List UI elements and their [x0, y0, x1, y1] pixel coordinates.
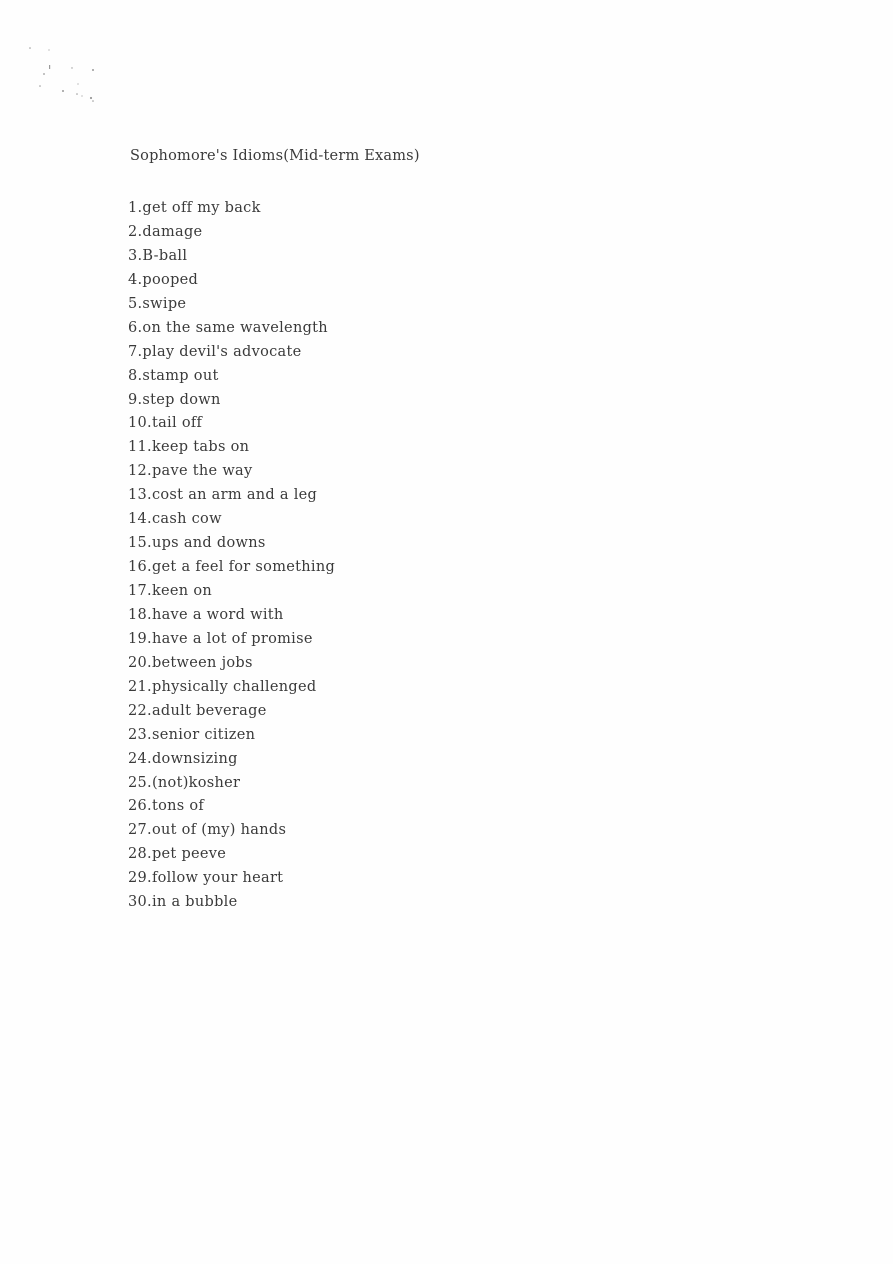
list-item: 21.physically challenged	[128, 678, 317, 695]
list-item: 6.on the same wavelength	[128, 319, 328, 336]
list-item: 12.pave the way	[128, 463, 253, 480]
list-item: 28.pet peeve	[128, 846, 227, 863]
list-item: 13.cost an arm and a leg	[128, 487, 318, 504]
list-item: 29.follow your heart	[128, 870, 284, 887]
list-item: 14.cash cow	[128, 511, 222, 528]
list-item: 11.keep tabs on	[128, 439, 250, 456]
document-title: Sophomore's Idioms(Mid-term Exams)	[130, 148, 420, 164]
list-item: 17.keen on	[128, 583, 213, 599]
list-item: 9.step down	[128, 391, 221, 408]
list-item: 20.between jobs	[128, 654, 253, 671]
list-item: 16.get a feel for something	[128, 559, 336, 576]
list-item: 4.pooped	[128, 271, 199, 288]
list-item: 1.get off my back	[128, 200, 261, 216]
list-item: 24.downsizing	[128, 750, 238, 767]
list-item: 3.B-ball	[128, 247, 188, 264]
list-item: 5.swipe	[128, 295, 187, 312]
list-item: 25.(not)kosher	[128, 774, 241, 791]
list-item: 30.in a bubble	[128, 894, 238, 911]
list-item: 7.play devil's advocate	[128, 343, 302, 360]
list-item: 10.tail off	[128, 415, 203, 432]
list-item: 8.stamp out	[128, 367, 219, 384]
list-item: 18.have a word with	[128, 606, 284, 623]
list-item: 19.have a lot of promise	[128, 630, 313, 647]
list-item: 15.ups and downs	[128, 535, 266, 552]
list-item: 27.out of (my) hands	[128, 822, 287, 839]
idiom-list	[128, 197, 335, 915]
list-item: 23.senior citizen	[128, 726, 256, 743]
scan-speck-marks	[22, 40, 112, 110]
list-item: 26.tons of	[128, 798, 205, 815]
list-item: 22.adult beverage	[128, 702, 267, 719]
list-item: 2.damage	[128, 223, 203, 240]
